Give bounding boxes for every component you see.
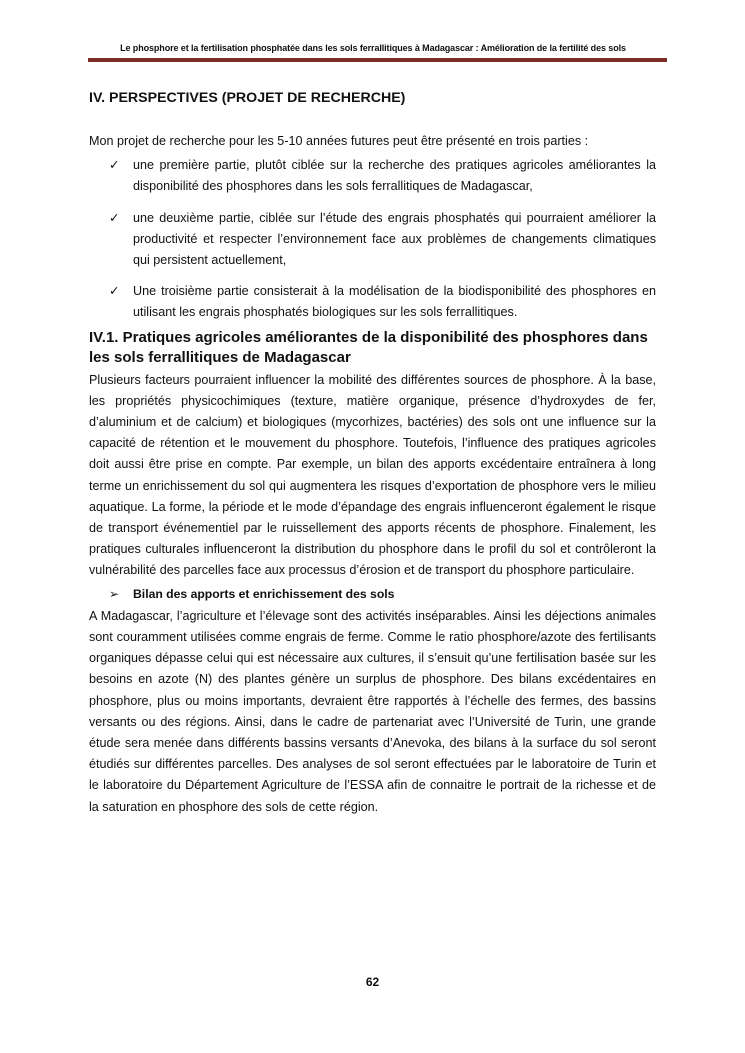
subheading-text: Bilan des apports et enrichissement des sols xyxy=(133,586,395,601)
list-item-text: Une troisième partie consisterait à la modélisation de la biodisponibilité des phosphores en utilisant les engrais phosphatés biologiques sur les sols ferrallitiques. xyxy=(133,284,656,320)
section-intro: Mon projet de recherche pour les 5-10 années futures peut être présenté en trois parties : xyxy=(89,134,589,148)
running-header: Le phosphore et la fertilisation phosphatée dans les sols ferrallitiques à Madagascar : Amélioration de la fertilité des sols xyxy=(120,43,626,53)
subsection-title: IV.1. Pratiques agricoles améliorantes de la disponibilité des phosphores dans les sols ferrallitiques de Madagascar xyxy=(89,328,648,366)
checkmark-icon: ✓ xyxy=(109,210,120,225)
header-rule xyxy=(88,58,667,62)
research-parts-list xyxy=(89,155,656,323)
body-paragraph: A Madagascar, l’agriculture et l’élevage sont des activités inséparables. Ainsi les déjections animales sont couramment utilisées comme engrais de ferme. Comme le ratio phosphore/azote des fertilisants organiques dépasse celui qui est nécessaire aux cultures, il s’ensuit qu’une fertilisation basée sur les besoins en azote (N) des plantes génère un surplus de phosphore. Des bilans excédentaires en phosphore, plus ou moins importants, devraient être rapportés à l’échelle des fermes, des bassins versants ou des régions. Ainsi, dans le cadre de partenariat avec l’Université de Turin, une grande étude sera menée dans différents bassins versants d’Anevoka, des bilans à la surface du sol seront étudiés sur différentes parcelles. Des analyses de sol seront effectuées par le laboratoire de Turin et le laboratoire du Département Agriculture de l’ESSA afin de connaitre le portrait de la richesse et de la saturation en phosphore des sols de cette région. xyxy=(89,608,656,814)
page-number: 62 xyxy=(365,975,380,989)
list-item xyxy=(89,155,656,197)
section-title: IV. PERSPECTIVES (PROJET DE RECHERCHE) xyxy=(89,90,406,106)
page-content xyxy=(89,89,656,818)
list-item-text: une deuxième partie, ciblée sur l’étude des engrais phosphatés qui pourraient améliorer la productivité et respecter l’environnement face aux problèmes de changements climatiques qui persistent actuellement, xyxy=(133,210,656,268)
list-item xyxy=(89,208,656,272)
arrow-bullet-icon: ➢ xyxy=(109,586,120,601)
list-item xyxy=(89,281,656,323)
checkmark-icon: ✓ xyxy=(109,284,120,299)
subheading xyxy=(89,584,656,605)
checkmark-icon: ✓ xyxy=(109,158,120,173)
body-paragraph: Plusieurs facteurs pourraient influencer la mobilité des différentes sources de phosphore. À la base, les propriétés physicochimiques (texture, matière organique, présence d’hydroxydes de fer, d’aluminium et de calcium) et biologiques (mycorhizes, bactéries) des sols ont une influence sur la capacité de rétention et le mouvement du phosphore. Toutefois, l’influence des pratiques agricoles doit aussi être prise en compte. Par exemple, un bilan des apports excédentaire entraînera à long terme un enrichissement du sol qui augmentera les risques d’exportation de phosphore vers le milieu aquatique. La forme, la période et le mode d’épandage des engrais influenceront également le risque de transport événementiel par le ruissellement des apports récents de phosphore. Finalement, les pratiques culturales influenceront la distribution du phosphore dans le profil du sol et contrôleront la vulnérabilité des parcelles face aux processus d’érosion et de transport du phosphore particulaire. xyxy=(89,372,656,578)
list-item-text: une première partie, plutôt ciblée sur la recherche des pratiques agricoles améliorantes la disponibilité des phosphores dans les sols ferrallitiques de Madagascar, xyxy=(133,158,656,194)
